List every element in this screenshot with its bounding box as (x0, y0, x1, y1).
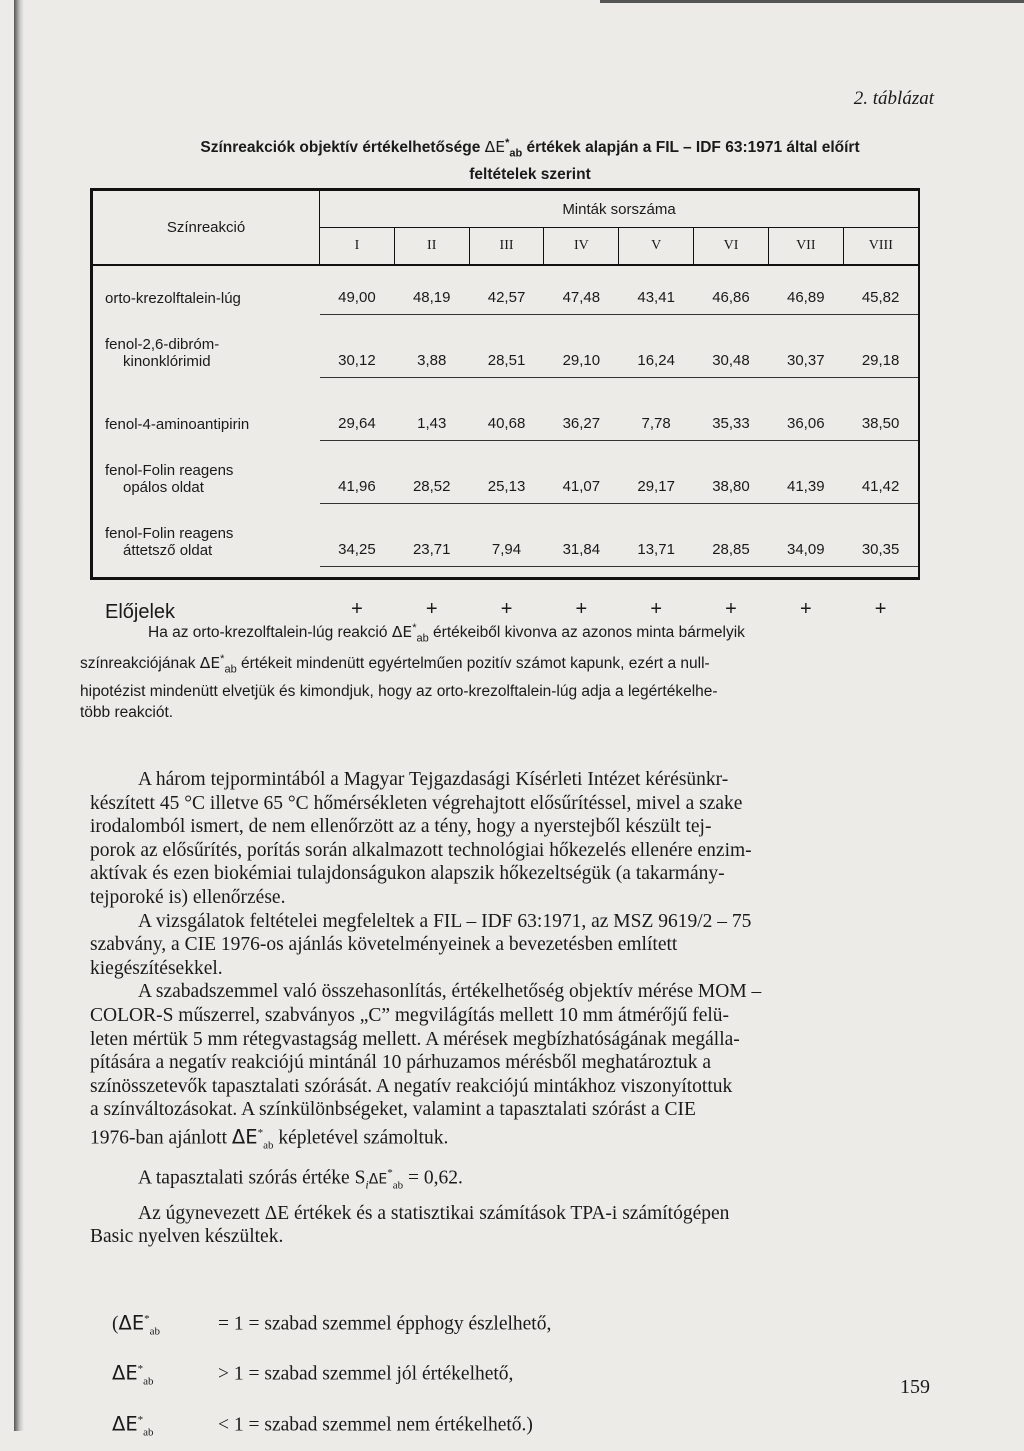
body-line: A vizsgálatok feltételei megfeleltek a FIL – IDF 63:1971, az MSZ 9619/2 – 75 (138, 910, 752, 932)
formula-lhs (112, 1401, 218, 1451)
star: * (505, 137, 510, 149)
row-header: Színreakció (93, 191, 320, 265)
reaction-name-line: opálos oldat (123, 478, 204, 496)
scan-edge-top (600, 0, 1024, 3)
reaction-name (93, 504, 320, 567)
body-line: a színváltozásokat. A színkülönbségeket, valamint a tapasztalati szórást a CIE (90, 1099, 696, 1121)
formula-line (112, 1401, 812, 1451)
note-text: több reakciót. (80, 703, 174, 721)
body-line: készített 45 °C illetve 65 °C hőmérsékleten végrehajtott elősűrítéssel, mivel a szake (90, 792, 743, 814)
table-cell: + (799, 598, 812, 620)
delta-symbol: ΔE (118, 1311, 145, 1335)
table-cell: 38,50 (843, 378, 918, 441)
table-cell: + (650, 598, 662, 620)
table-cell: 34,25 (320, 504, 395, 567)
table-caption (100, 132, 960, 186)
reaction-name (93, 315, 320, 378)
formula-text: = szabad szemmel épphogy észlelhető, (243, 1313, 552, 1335)
body-line: A szabadszemmel való összehasonlítás, értékelhetőség objektív mérése MOM – (138, 981, 762, 1003)
table-row (93, 265, 918, 315)
column-header: VIII (843, 228, 918, 266)
reaction-name-line: fenol-Folin reagens (105, 524, 234, 542)
column-header: VI (694, 228, 769, 266)
formula-lhs (112, 1300, 218, 1350)
formula-text: = szabad szemmel jól értékelhető, (243, 1363, 514, 1385)
note-text: hipotézist mindenütt elvetjük és kimondjuk, hogy az orto-krezolftalein-lúg adja a legértékelhe- (80, 682, 718, 700)
formula-operator: > 1 (218, 1363, 244, 1385)
formula-lhs (112, 1350, 218, 1400)
table-cell: 1,43 (394, 378, 469, 441)
threshold-formulas (112, 1300, 812, 1451)
table-cell: + (425, 598, 438, 620)
table-cell: 41,96 (320, 441, 395, 504)
body-line: kiegészítésekkel. (90, 957, 223, 979)
table-cell: 29,17 (619, 441, 694, 504)
scan-edge (14, 0, 24, 1431)
star: * (137, 1363, 144, 1376)
table-cell: 48,19 (394, 265, 469, 315)
table-cell: 28,52 (394, 441, 469, 504)
table-cell: 34,09 (768, 504, 843, 567)
column-header: IV (544, 228, 619, 266)
table-cell: 41,07 (544, 441, 619, 504)
caption-line-2: feltételek szerint (469, 166, 591, 184)
subscript: ab (149, 1325, 161, 1338)
body-line: szabvány, a CIE 1976-os ajánlás követelményeinek a bevezetésben említett (90, 934, 678, 956)
reaction-name (93, 441, 320, 504)
reaction-name-line: fenol-Folin reagens (105, 461, 234, 479)
reaction-name-line: fenol-4-aminoantipirin (105, 415, 250, 433)
table-cell: + (575, 598, 588, 620)
formula-line (112, 1300, 812, 1350)
table-note (80, 618, 928, 723)
star: * (387, 1166, 393, 1179)
reaction-name-line: áttetsző oldat (123, 541, 213, 559)
results-table (90, 188, 920, 623)
body-line: A tapasztalati szórás értéke S (138, 1167, 366, 1189)
subscript: ab (143, 1426, 154, 1439)
table-cell: 30,48 (694, 315, 769, 378)
star: * (412, 622, 417, 634)
body-line: leten mértük 5 mm rétegvastagság mellett. A mérések megbízhatóságának megálla- (90, 1028, 740, 1050)
caption-text-b: értékek alapján a FIL – IDF 63:1971 által előírt (522, 139, 860, 157)
subscript: ab (143, 1375, 154, 1388)
delta-symbol: ΔE (112, 1361, 138, 1385)
subscript: ab (509, 147, 523, 160)
table-cell: 36,06 (768, 378, 843, 441)
caption-text-a: Színreakciók objektív értékelhetősége (200, 139, 485, 157)
paragraph-1 (90, 768, 928, 910)
table-cell: 28,51 (469, 315, 544, 378)
formula-operator: < 1 (218, 1414, 244, 1436)
table-cell: 41,39 (768, 441, 843, 504)
table-row (93, 441, 918, 504)
table-cell: 46,89 (768, 265, 843, 315)
body-line: porok az elősűrítés, porítás során alkalmazott technológiai hőkezelés ellenére enzim- (90, 839, 752, 861)
table-cell: 35,33 (694, 378, 769, 441)
table-cell: + (500, 598, 513, 620)
body-line: színösszetevők tapasztalati szórását. A negatív reakciójú mintákhoz viszonyítottuk (90, 1075, 733, 1097)
table-cell: 42,57 (469, 265, 544, 315)
table-cell: 30,12 (320, 315, 395, 378)
table-cell: 30,35 (843, 504, 918, 567)
table-cell: 29,18 (843, 315, 918, 378)
table-cell: 3,88 (394, 315, 469, 378)
star: * (137, 1413, 144, 1426)
delta-symbol: ΔE (199, 654, 221, 673)
note-text: Ha az orto-krezolftalein-lúg reakció (148, 624, 392, 642)
table-cell: 38,80 (694, 441, 769, 504)
table-cell: + (725, 598, 737, 620)
table-cell: 30,37 (768, 315, 843, 378)
table-cell: 29,10 (544, 315, 619, 378)
table-cell: 7,94 (469, 504, 544, 567)
column-header: V (619, 228, 694, 266)
table-cell: 16,24 (619, 315, 694, 378)
body-line: = 0,62. (403, 1167, 463, 1189)
body-line: képletével számoltuk. (273, 1127, 449, 1149)
delta-symbol: ΔE (231, 1125, 258, 1149)
note-text: színreakciójának (80, 655, 200, 673)
paren: ( (112, 1313, 119, 1335)
body-line: Az úgynevezett ΔE értékek és a statisztikai számítások TPA-i számítógépen (138, 1202, 730, 1224)
subscript: ab (263, 1139, 274, 1152)
table-cell: 31,84 (544, 504, 619, 567)
subscript: ab (416, 632, 429, 645)
table-cell: + (874, 598, 887, 620)
table-cell: 36,27 (544, 378, 619, 441)
note-text: értékeiből kivonva az azonos minta bármelyik (428, 624, 745, 642)
column-header: I (320, 228, 395, 266)
formula-operator: = 1 (218, 1313, 244, 1335)
star: * (144, 1313, 150, 1325)
paragraph-2 (90, 910, 928, 981)
subscript: i (365, 1177, 369, 1192)
paragraph-3 (90, 980, 928, 1122)
reaction-name-line: Előjelek (105, 601, 176, 623)
delta-symbol: ΔE (391, 623, 413, 642)
table-cell: 13,71 (619, 504, 694, 567)
subscript: ab (224, 663, 237, 676)
delta-symbol: ΔE (112, 1412, 138, 1436)
reaction-name-line: orto-krezolftalein-lúg (105, 289, 241, 307)
star: * (220, 653, 225, 666)
table-cell: 23,71 (394, 504, 469, 567)
body-line: COLOR-S műszerrel, szabványos „C” megvilágítás mellett 10 mm átmérőjű felü- (90, 1004, 730, 1026)
table-cell: 43,41 (619, 265, 694, 315)
reaction-name-line: fenol-2,6-dibróm- (105, 335, 220, 353)
table-cell: 40,68 (469, 378, 544, 441)
body-line: aktívak és ezen biokémiai tulajdonságukon alapszik hőkezeltségük (a takarmány- (90, 863, 725, 885)
star: * (257, 1126, 264, 1139)
delta-symbol: ΔE (484, 138, 506, 157)
delta-symbol: ΔE (368, 1171, 388, 1188)
table-row (93, 504, 918, 567)
table-cell: 25,13 (469, 441, 544, 504)
table-cell: 46,86 (694, 265, 769, 315)
column-header: III (469, 228, 544, 266)
reaction-name (93, 265, 320, 315)
body-line: irodalomból ismert, de nem ellenőrzött az a tény, hogy a nyerstejből készült tej- (90, 816, 712, 838)
subscript: ab (392, 1179, 404, 1192)
table-row (93, 378, 918, 441)
table-cell: 7,78 (619, 378, 694, 441)
group-header: Minták sorszáma (320, 191, 919, 228)
formula-text: = szabad szemmel nem értékelhető.) (243, 1414, 533, 1436)
table-cell: 41,42 (843, 441, 918, 504)
table-label: 2. táblázat (853, 88, 934, 109)
formula-line (112, 1350, 812, 1400)
column-header: II (394, 228, 469, 266)
table-row (93, 315, 918, 378)
body-line: tejporoké is) ellenőrzése. (90, 886, 286, 908)
body-text (90, 768, 928, 1249)
table-cell: 45,82 (843, 265, 918, 315)
table-cell: 28,85 (694, 504, 769, 567)
table-cell: 49,00 (320, 265, 395, 315)
paragraph-5 (90, 1202, 928, 1249)
body-line: pítására a negatív reakciójú mintánál 10 párhuzamos mérésből meghatároztuk a (90, 1052, 712, 1074)
body-line: Basic nyelven készültek. (90, 1226, 284, 1248)
table-cell: 29,64 (320, 378, 395, 441)
reaction-name-line: kinonklórimid (123, 352, 211, 370)
page-number: 159 (900, 1376, 930, 1398)
column-header: VII (768, 228, 843, 266)
reaction-name (93, 378, 320, 441)
table-cell: 47,48 (544, 265, 619, 315)
body-line: 1976-ban ajánlott (90, 1127, 232, 1149)
table-cell: + (351, 598, 363, 620)
body-line: A három tejpormintából a Magyar Tejgazdasági Kísérleti Intézet kérésünkr- (138, 769, 729, 790)
note-text: értékeit mindenütt egyértelműen pozitív számot kapunk, ezért a null- (236, 655, 710, 673)
